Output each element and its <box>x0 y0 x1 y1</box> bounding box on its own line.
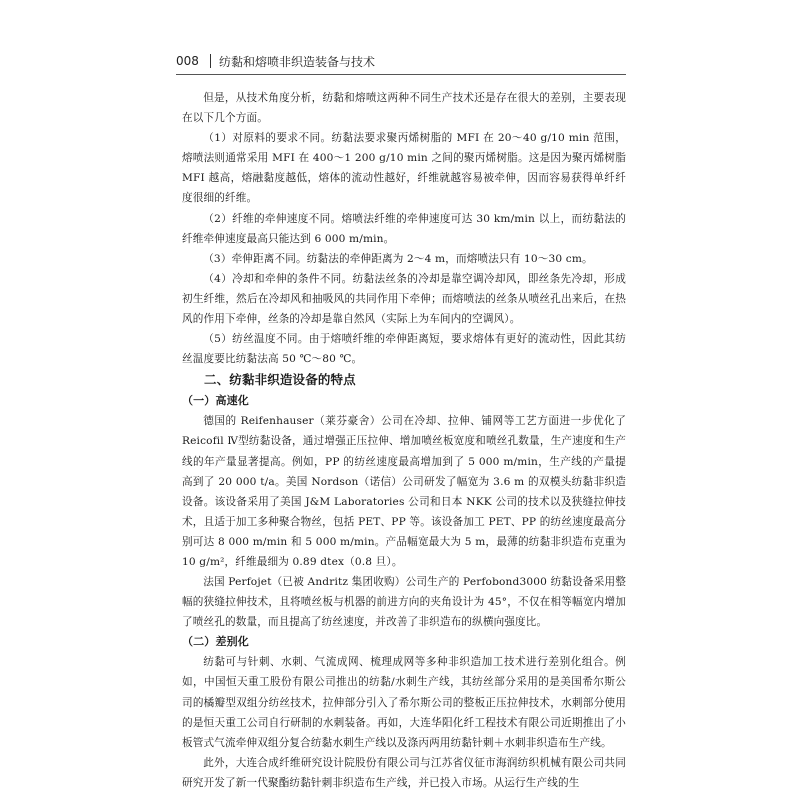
body-text <box>182 88 626 793</box>
paragraph-combination: 纺黏可与针刺、水刺、气流成网、梳理成网等多种非织造加工技术进行差别化组合。例如，中国恒天重工股份有限公司推出的纺黏/水刺生产线，其纺丝部分采用的是美国希尔斯公司的橘瓣型双组分纺丝技术，拉伸部分引入了希尔斯公司的整板正压拉伸技术，水刺部分使用的是恒天重工公司自行研制的水刺装备。再如，大连华阳化纤工程技术有限公司近期推出了小板管式气流牵伸双组分复合纺黏水刺生产线以及涤丙两用纺黏针刺＋水刺非织造布生产线。 <box>182 656 626 749</box>
paragraph-item-5: （5）纺丝温度不同。由于熔喷纤维的牵伸距离短，要求熔体有更好的流动性，因此其纺丝温度要比纺黏法高 50 ℃～80 ℃。 <box>182 333 626 366</box>
running-header <box>176 50 626 72</box>
book-title: 纺黏和熔喷非织造装备与技术 <box>219 54 376 69</box>
header-rule <box>176 74 626 75</box>
subsection-heading-high-speed: （一）高速化 <box>182 394 249 408</box>
paragraph-item-4: （4）冷却和牵伸的条件不同。纺黏法丝条的冷却是靠空调冷却风，即丝条先冷却，形成初生纤维，然后在冷却风和抽吸风的共同作用下牵伸；而熔喷法的丝条从喷丝孔出来后，在热风的作用下牵伸，丝条的冷却是靠自然风（实际上为车间内的空调风）。 <box>182 272 626 326</box>
paragraph-reifenhauser: 德国的 Reifenhauser（莱芬豪舍）公司在冷却、拉伸、铺网等工艺方面进一步优化了 Reicofil Ⅳ型纺黏设备，通过增强正压拉伸、增加喷丝板宽度和喷丝孔数量，生产速度和生产线的年产量显著提高。例如，PP 的纺丝速度最高增加到了 5 000 m/min，生产线的产量提高到了 20 000 t/a。美国 Nordson（诺信）公司研发了幅宽为 3.6 m 的双模头纺黏非织造设备。该设备采用了美国 J&M Laboratories 公司和日本 NKK 公司的技术以及狭缝拉伸技术，且适于加工多种聚合物丝，包括 PET、PP 等。该设备加工 PET、PP 的纺丝速度最高分别可达 8 000 m/min 和 5 000 m/min。产品幅宽最大为 5 m，最薄的纺黏非织造布克重为 10 g/m²，纤维最细为 0.89 dtex（0.8 旦）。 <box>182 415 626 568</box>
paragraph-item-1: （1）对原料的要求不同。纺黏法要求聚丙烯树脂的 MFI 在 20～40 g/10 min 范围，熔喷法则通常采用 MFI 在 400～1 200 g/10 min 之间的聚丙烯树脂。这是因为聚丙烯树脂 MFI 越高，熔融黏度越低，熔体的流动性越好，纤维就越容易被牵伸，因而容易获得单纤纤度很细的纤维。 <box>182 132 626 205</box>
subsection-heading-differentiation: （二）差别化 <box>182 635 249 649</box>
paragraph-dalian: 此外，大连合成纤维研究设计院股份有限公司与江苏省仪征市海润纺织机械有限公司共同研究开发了新一代聚酯纺黏针刺非织造布生产线，并已投入市场。从运行生产线的生 <box>182 756 626 789</box>
paragraph-perfojet: 法国 Perfojet（已被 Andritz 集团收购）公司生产的 Perfobond3000 纺黏设备采用整幅的狭缝拉伸技术，且将喷丝板与机器的前进方向的夹角设计为 45°，不仅在相等幅宽内增加了喷丝孔的数量，而且提高了纺丝速度，并改善了非织造布的纵横向强度比。 <box>182 576 626 629</box>
paragraph-item-2: （2）纤维的牵伸速度不同。熔喷法纤维的牵伸速度可达 30 km/min 以上，而纺黏法的纤维牵伸速度最高只能达到 6 000 m/min。 <box>182 212 626 245</box>
paragraph-item-3: （3）牵伸距离不同。纺黏法的牵伸距离为 2～4 m，而熔喷法只有 10～30 cm。 <box>203 252 593 265</box>
section-heading: 二、纺黏非织造设备的特点 <box>204 372 356 388</box>
header-separator <box>210 54 211 68</box>
paragraph-intro: 但是，从技术角度分析，纺黏和熔喷这两种不同生产技术还是存在很大的差别，主要表现在以下几个方面。 <box>182 92 626 125</box>
page-number: 008 <box>176 54 199 68</box>
